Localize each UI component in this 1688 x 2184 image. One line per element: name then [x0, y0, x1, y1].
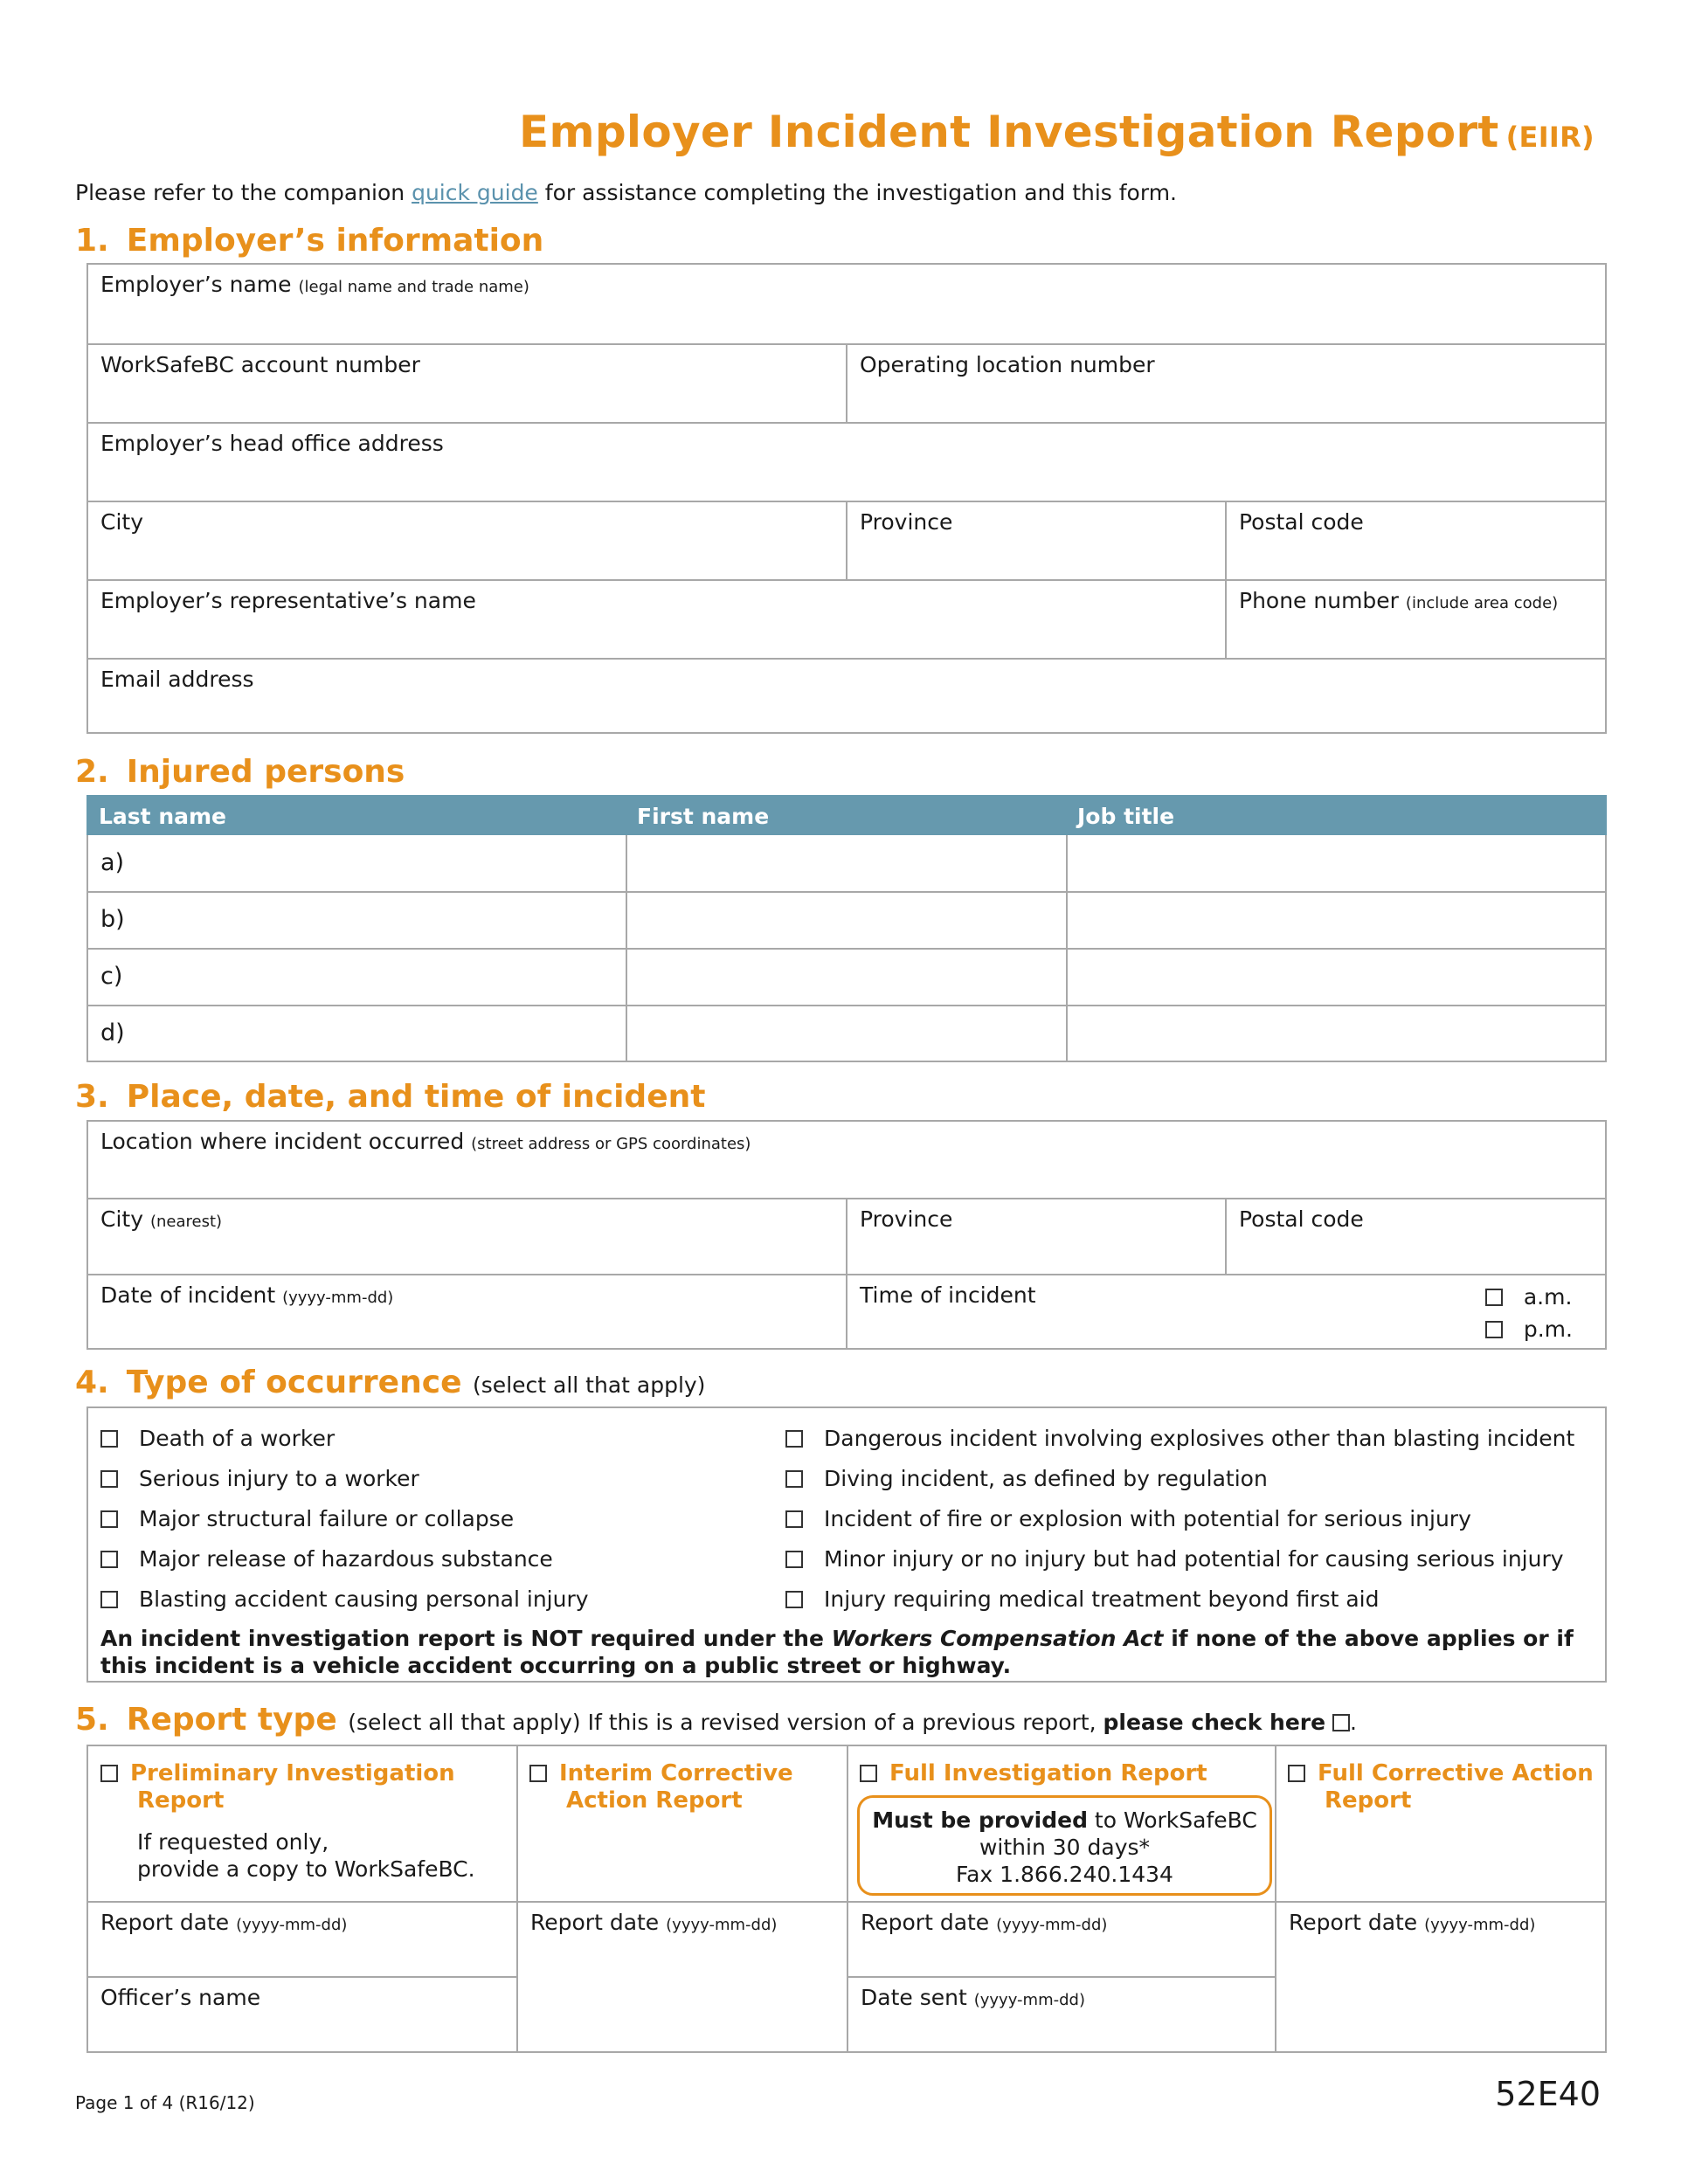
checkbox[interactable] — [100, 1470, 118, 1488]
title-abbreviation: (EIIR) — [1505, 121, 1595, 154]
incident-postal-code-field[interactable]: Postal code — [1225, 1198, 1605, 1274]
submission-callout: Must be provided to WorkSafeBC within 30 days* Fax 1.866.240.1434 — [857, 1795, 1272, 1896]
occurrence-option[interactable]: Dangerous incident involving explosives other than blasting incident — [785, 1426, 1574, 1451]
postal-code-field[interactable]: Postal code — [1225, 501, 1605, 579]
occurrence-option[interactable]: Death of a worker — [100, 1426, 335, 1451]
incident-province-field[interactable]: Province — [846, 1198, 1225, 1274]
operating-location-field[interactable]: Operating location number — [846, 343, 1605, 422]
employer-name-field[interactable]: Employer’s name (legal name and trade name) — [100, 272, 529, 297]
table-row[interactable]: c) — [100, 963, 123, 990]
pm-checkbox[interactable] — [1485, 1321, 1503, 1338]
form-code: 52E40 — [1495, 2075, 1601, 2113]
corrective-report-date-field[interactable]: Report date (yyyy-mm-dd) — [1289, 1910, 1536, 1935]
full-corrective-checkbox[interactable] — [1288, 1765, 1305, 1782]
officer-name-field[interactable]: Officer’s name — [100, 1985, 261, 2010]
injured-persons-table — [86, 835, 1607, 1062]
province-field[interactable]: Province — [846, 501, 1225, 579]
section-3-heading: 3. Place, date, and time of incident — [75, 1079, 706, 1115]
page-number: Page 1 of 4 (R16/12) — [75, 2092, 255, 2113]
column-header-first-name: First name — [637, 804, 770, 829]
page-title: Employer Incident Investigation Report (EIIR) — [518, 107, 1595, 157]
prelim-report-date-field[interactable]: Report date (yyyy-mm-dd) — [100, 1910, 348, 1935]
checkbox[interactable] — [100, 1430, 118, 1448]
occurrence-option[interactable]: Incident of fire or explosion with potential for serious injury — [785, 1506, 1471, 1531]
checkbox[interactable] — [785, 1591, 803, 1608]
occurrence-option[interactable]: Injury requiring medical treatment beyond first aid — [785, 1586, 1380, 1612]
incident-time-field[interactable]: Time of incident a.m. p.m. — [846, 1274, 1605, 1348]
checkbox[interactable] — [785, 1430, 803, 1448]
representative-name-field[interactable]: Employer’s representative’s name — [88, 579, 1225, 658]
table-row[interactable]: a) — [100, 849, 125, 876]
section-2-heading: 2. Injured persons — [75, 754, 405, 790]
column-header-job-title: Job title — [1077, 804, 1175, 829]
email-address-field[interactable]: Email address — [88, 658, 1605, 732]
occurrence-type-box — [86, 1406, 1607, 1683]
incident-place-box — [86, 1120, 1607, 1350]
section-5-heading: 5. Report type (select all that apply) If this is a revised version of a previous report, please check here . — [75, 1702, 1357, 1738]
revised-report-checkbox[interactable] — [1332, 1714, 1350, 1731]
injured-persons-header — [86, 795, 1607, 835]
full-corrective-option[interactable]: Full Corrective Action Report — [1288, 1760, 1594, 1814]
checkbox[interactable] — [100, 1510, 118, 1528]
occurrence-option[interactable]: Minor injury or no injury but had potential for causing serious injury — [785, 1546, 1564, 1572]
head-office-address-field[interactable]: Employer’s head office address — [88, 422, 1605, 501]
intro-text: Please refer to the companion quick guide for assistance completing the investigation and this form. — [75, 180, 1177, 205]
occurrence-option[interactable]: Blasting accident causing personal injury — [100, 1586, 589, 1612]
phone-number-field[interactable]: Phone number (include area code) — [1225, 579, 1605, 658]
preliminary-report-note: If requested only, provide a copy to WorkSafeBC. — [137, 1829, 475, 1882]
preliminary-report-option[interactable]: Preliminary Investigation Report — [100, 1760, 455, 1814]
full-investigation-option[interactable]: Full Investigation Report — [860, 1760, 1207, 1787]
occurrence-option[interactable]: Diving incident, as defined by regulation — [785, 1466, 1268, 1491]
preliminary-report-checkbox[interactable] — [100, 1765, 118, 1782]
interim-report-option[interactable]: Interim Corrective Action Report — [529, 1760, 793, 1814]
checkbox[interactable] — [785, 1470, 803, 1488]
occurrence-option[interactable]: Major structural failure or collapse — [100, 1506, 514, 1531]
city-field[interactable]: City — [88, 501, 846, 579]
column-header-last-name: Last name — [99, 804, 227, 829]
checkbox[interactable] — [100, 1551, 118, 1568]
report-type-box — [86, 1745, 1607, 2053]
quick-guide-link[interactable]: quick guide — [412, 180, 538, 205]
occurrence-option[interactable]: Serious injury to a worker — [100, 1466, 419, 1491]
table-row[interactable]: b) — [100, 906, 125, 933]
section-1-heading: 1. Employer’s information — [75, 223, 544, 259]
full-investigation-checkbox[interactable] — [860, 1765, 877, 1782]
interim-report-checkbox[interactable] — [529, 1765, 547, 1782]
employer-info-box — [86, 263, 1607, 734]
date-sent-field[interactable]: Date sent (yyyy-mm-dd) — [861, 1985, 1085, 2010]
section-4-heading: 4. Type of occurrence (select all that apply) — [75, 1365, 706, 1400]
incident-date-field[interactable]: Date of incident (yyyy-mm-dd) — [88, 1274, 846, 1348]
full-report-date-field[interactable]: Report date (yyyy-mm-dd) — [861, 1910, 1108, 1935]
incident-city-field[interactable]: City (nearest) — [88, 1198, 846, 1274]
interim-report-date-field[interactable]: Report date (yyyy-mm-dd) — [530, 1910, 778, 1935]
checkbox[interactable] — [785, 1510, 803, 1528]
am-checkbox[interactable] — [1485, 1289, 1503, 1306]
table-row[interactable]: d) — [100, 1019, 125, 1047]
checkbox[interactable] — [100, 1591, 118, 1608]
checkbox[interactable] — [785, 1551, 803, 1568]
occurrence-disclaimer: An incident investigation report is NOT required under the Workers Compensation Act if none of the above applies or if this incident is a vehicle accident occurring on a public street or highway. — [100, 1626, 1574, 1678]
account-number-field[interactable]: WorkSafeBC account number — [88, 343, 846, 422]
am-option[interactable]: a.m. — [1485, 1284, 1572, 1310]
occurrence-option[interactable]: Major release of hazardous substance — [100, 1546, 553, 1572]
pm-option[interactable]: p.m. — [1485, 1317, 1573, 1342]
incident-location-field[interactable]: Location where incident occurred (street address or GPS coordinates) — [100, 1129, 751, 1154]
